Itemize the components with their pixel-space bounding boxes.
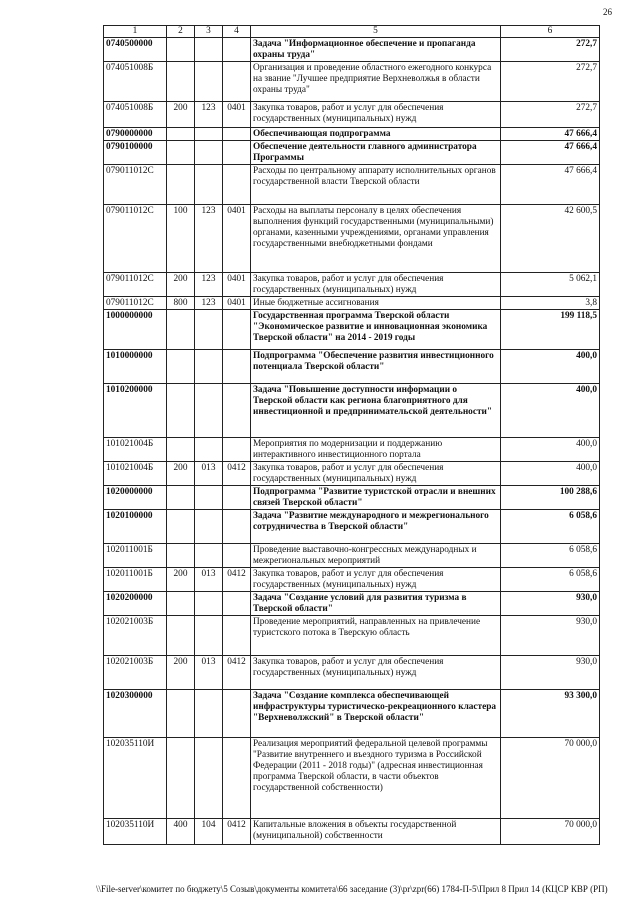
admin-code-cell: 123 bbox=[195, 273, 223, 297]
code-cell: 1010200000 bbox=[104, 384, 167, 438]
code-cell: 074051008Б bbox=[104, 62, 167, 102]
code-cell: 0740500000 bbox=[104, 38, 167, 62]
table-row bbox=[104, 616, 600, 656]
section-code-cell bbox=[223, 310, 251, 350]
admin-code-cell bbox=[195, 544, 223, 568]
table-row bbox=[104, 819, 600, 845]
code-cell: 102035110И bbox=[104, 738, 167, 819]
amount-cell: 930,0 bbox=[501, 616, 600, 656]
code-cell: 1020300000 bbox=[104, 690, 167, 738]
admin-code-cell bbox=[195, 141, 223, 165]
description-cell: Закупка товаров, работ и услуг для обеспечения государственных (муниципальных) нужд bbox=[251, 568, 501, 592]
code-cell: 102011001Б bbox=[104, 544, 167, 568]
amount-cell: 3,8 bbox=[501, 297, 600, 310]
table-row bbox=[104, 544, 600, 568]
section-code-cell: 0412 bbox=[223, 462, 251, 486]
admin-code-cell bbox=[195, 592, 223, 616]
expense-type-cell: 200 bbox=[167, 568, 195, 592]
section-code-cell bbox=[223, 384, 251, 438]
table-row bbox=[104, 438, 600, 462]
expense-type-cell bbox=[167, 165, 195, 205]
table-row bbox=[104, 273, 600, 297]
section-code-cell: 0401 bbox=[223, 205, 251, 273]
amount-cell: 42 600,5 bbox=[501, 205, 600, 273]
expense-type-cell: 800 bbox=[167, 297, 195, 310]
table-row bbox=[104, 568, 600, 592]
description-cell: Подпрограмма "Обеспечение развития инвестиционного потенциала Тверской области" bbox=[251, 350, 501, 384]
code-cell: 101021004Б bbox=[104, 438, 167, 462]
amount-cell: 100 288,6 bbox=[501, 486, 600, 510]
table-row bbox=[104, 38, 600, 62]
section-code-cell bbox=[223, 738, 251, 819]
description-cell: Закупка товаров, работ и услуг для обеспечения государственных (муниципальных) нужд bbox=[251, 273, 501, 297]
description-cell: Расходы по центральному аппарату исполнительных органов государственной власти Тверской области bbox=[251, 165, 501, 205]
amount-cell: 47 666,4 bbox=[501, 165, 600, 205]
admin-code-cell bbox=[195, 165, 223, 205]
admin-code-cell: 013 bbox=[195, 568, 223, 592]
table-row bbox=[104, 310, 600, 350]
code-cell: 101021004Б bbox=[104, 462, 167, 486]
amount-cell: 272,7 bbox=[501, 62, 600, 102]
code-cell: 102021003Б bbox=[104, 656, 167, 690]
code-cell: 079011012С bbox=[104, 205, 167, 273]
expense-type-cell bbox=[167, 384, 195, 438]
amount-cell: 5 062,1 bbox=[501, 273, 600, 297]
admin-code-cell bbox=[195, 616, 223, 656]
table-row bbox=[104, 384, 600, 438]
code-cell: 0790100000 bbox=[104, 141, 167, 165]
file-path-footer: \\File-server\комитет по бюджету\5 Созыв\документы комитета\66 заседание (3)\pr\zpr(66) 1784-П-5\Прил 8 Прил 14 (КЦСР КВР (РП) bbox=[96, 884, 608, 894]
expense-type-cell: 200 bbox=[167, 656, 195, 690]
table-row bbox=[104, 462, 600, 486]
description-cell: Задача "Создание условий для развития туризма в Тверской области" bbox=[251, 592, 501, 616]
admin-code-cell bbox=[195, 486, 223, 510]
amount-cell: 70 000,0 bbox=[501, 738, 600, 819]
description-cell: Капитальные вложения в объекты государственной (муниципальной) собственности bbox=[251, 819, 501, 845]
description-cell: Задача "Повышение доступности информации о Тверской области как региона благоприятного для инвестиционной и предпринимательской деятельности" bbox=[251, 384, 501, 438]
section-code-cell bbox=[223, 141, 251, 165]
table-row bbox=[104, 350, 600, 384]
description-cell: Задача "Информационное обеспечение и пропаганда охраны труда" bbox=[251, 38, 501, 62]
admin-code-cell: 123 bbox=[195, 297, 223, 310]
amount-cell: 199 118,5 bbox=[501, 310, 600, 350]
admin-code-cell: 013 bbox=[195, 656, 223, 690]
amount-cell: 400,0 bbox=[501, 462, 600, 486]
section-code-cell bbox=[223, 544, 251, 568]
table-row bbox=[104, 102, 600, 128]
amount-cell: 70 000,0 bbox=[501, 819, 600, 845]
code-cell: 1010000000 bbox=[104, 350, 167, 384]
code-cell: 1020200000 bbox=[104, 592, 167, 616]
description-cell: Реализация мероприятий федеральной целевой программы "Развитие внутреннего и въездного туризма в Российской Федерации (2011 - 2018 годы)" (адресная инвестиционная программа Тверской области, в части объектов государственной собственности) bbox=[251, 738, 501, 819]
amount-cell: 6 058,6 bbox=[501, 568, 600, 592]
table-row bbox=[104, 592, 600, 616]
expense-type-cell: 200 bbox=[167, 462, 195, 486]
code-cell: 102035110И bbox=[104, 819, 167, 845]
admin-code-cell bbox=[195, 438, 223, 462]
amount-cell: 400,0 bbox=[501, 384, 600, 438]
amount-cell: 6 058,6 bbox=[501, 544, 600, 568]
expense-type-cell bbox=[167, 616, 195, 656]
description-cell: Иные бюджетные ассигнования bbox=[251, 297, 501, 310]
column-header: 3 bbox=[195, 26, 223, 38]
section-code-cell bbox=[223, 38, 251, 62]
section-code-cell bbox=[223, 690, 251, 738]
section-code-cell bbox=[223, 438, 251, 462]
section-code-cell bbox=[223, 128, 251, 141]
table-row bbox=[104, 690, 600, 738]
admin-code-cell bbox=[195, 310, 223, 350]
amount-cell: 6 058,6 bbox=[501, 510, 600, 544]
table-body bbox=[104, 38, 600, 845]
section-code-cell bbox=[223, 510, 251, 544]
code-cell: 1020100000 bbox=[104, 510, 167, 544]
code-cell: 074051008Б bbox=[104, 102, 167, 128]
section-code-cell: 0412 bbox=[223, 568, 251, 592]
table-header-row bbox=[104, 26, 600, 38]
amount-cell: 930,0 bbox=[501, 592, 600, 616]
amount-cell: 272,7 bbox=[501, 38, 600, 62]
section-code-cell bbox=[223, 486, 251, 510]
code-cell: 1000000000 bbox=[104, 310, 167, 350]
description-cell: Обеспечивающая подпрограмма bbox=[251, 128, 501, 141]
description-cell: Закупка товаров, работ и услуг для обеспечения государственных (муниципальных) нужд bbox=[251, 656, 501, 690]
section-code-cell: 0412 bbox=[223, 656, 251, 690]
amount-cell: 47 666,4 bbox=[501, 128, 600, 141]
budget-table bbox=[103, 25, 600, 845]
expense-type-cell bbox=[167, 128, 195, 141]
description-cell: Мероприятия по модернизации и поддержанию интерактивного инвестиционного портала bbox=[251, 438, 501, 462]
admin-code-cell bbox=[195, 38, 223, 62]
expense-type-cell bbox=[167, 62, 195, 102]
table-row bbox=[104, 62, 600, 102]
description-cell: Обеспечение деятельности главного администратора Программы bbox=[251, 141, 501, 165]
table-row bbox=[104, 205, 600, 273]
expense-type-cell bbox=[167, 510, 195, 544]
description-cell: Организация и проведение областного ежегодного конкурса на звание "Лучшее предприятие Верхневолжья в области охраны труда" bbox=[251, 62, 501, 102]
expense-type-cell bbox=[167, 690, 195, 738]
amount-cell: 400,0 bbox=[501, 350, 600, 384]
column-header: 6 bbox=[501, 26, 600, 38]
table-row bbox=[104, 165, 600, 205]
expense-type-cell bbox=[167, 486, 195, 510]
admin-code-cell: 123 bbox=[195, 102, 223, 128]
table-row bbox=[104, 510, 600, 544]
admin-code-cell bbox=[195, 510, 223, 544]
admin-code-cell bbox=[195, 350, 223, 384]
expense-type-cell: 100 bbox=[167, 205, 195, 273]
section-code-cell bbox=[223, 165, 251, 205]
expense-type-cell bbox=[167, 544, 195, 568]
admin-code-cell bbox=[195, 738, 223, 819]
expense-type-cell bbox=[167, 310, 195, 350]
section-code-cell bbox=[223, 350, 251, 384]
code-cell: 079011012С bbox=[104, 165, 167, 205]
description-cell: Подпрограмма "Развитие туристской отрасли и внешних связей Тверской области" bbox=[251, 486, 501, 510]
page-number: 26 bbox=[603, 7, 612, 17]
description-cell: Проведение выставочно-конгрессных международных и межрегиональных мероприятий bbox=[251, 544, 501, 568]
expense-type-cell bbox=[167, 738, 195, 819]
description-cell: Задача "Создание комплекса обеспечивающей инфраструктуры туристическо-рекреационного кластера "Верхневолжский" в Тверской области" bbox=[251, 690, 501, 738]
code-cell: 079011012С bbox=[104, 297, 167, 310]
table-row bbox=[104, 141, 600, 165]
expense-type-cell bbox=[167, 438, 195, 462]
description-cell: Проведение мероприятий, направленных на привлечение туристского потока в Тверскую область bbox=[251, 616, 501, 656]
amount-cell: 930,0 bbox=[501, 656, 600, 690]
expense-type-cell bbox=[167, 38, 195, 62]
code-cell: 079011012С bbox=[104, 273, 167, 297]
column-header: 1 bbox=[104, 26, 167, 38]
amount-cell: 47 666,4 bbox=[501, 141, 600, 165]
expense-type-cell: 200 bbox=[167, 273, 195, 297]
description-cell: Закупка товаров, работ и услуг для обеспечения государственных (муниципальных) нужд bbox=[251, 462, 501, 486]
expense-type-cell: 200 bbox=[167, 102, 195, 128]
section-code-cell: 0412 bbox=[223, 819, 251, 845]
table-row bbox=[104, 297, 600, 310]
admin-code-cell bbox=[195, 690, 223, 738]
description-cell: Закупка товаров, работ и услуг для обеспечения государственных (муниципальных) нужд bbox=[251, 102, 501, 128]
amount-cell: 93 300,0 bbox=[501, 690, 600, 738]
table-row bbox=[104, 128, 600, 141]
table-row bbox=[104, 738, 600, 819]
code-cell: 102011001Б bbox=[104, 568, 167, 592]
section-code-cell bbox=[223, 592, 251, 616]
description-cell: Государственная программа Тверской области "Экономическое развитие и инновационная экономика Тверской области" на 2014 - 2019 годы bbox=[251, 310, 501, 350]
column-header: 2 bbox=[167, 26, 195, 38]
admin-code-cell bbox=[195, 62, 223, 102]
code-cell: 0790000000 bbox=[104, 128, 167, 141]
expense-type-cell: 400 bbox=[167, 819, 195, 845]
description-cell: Расходы на выплаты персоналу в целях обеспечения выполнения функций государственными (муниципальными) органами, казенными учреждениями, органами управления государственными внебюджетными фондами bbox=[251, 205, 501, 273]
column-header: 5 bbox=[251, 26, 501, 38]
description-cell: Задача "Развитие международного и межрегионального сотрудничества в Тверской области" bbox=[251, 510, 501, 544]
expense-type-cell bbox=[167, 350, 195, 384]
admin-code-cell bbox=[195, 384, 223, 438]
table-row bbox=[104, 486, 600, 510]
admin-code-cell: 104 bbox=[195, 819, 223, 845]
section-code-cell: 0401 bbox=[223, 273, 251, 297]
column-header: 4 bbox=[223, 26, 251, 38]
admin-code-cell: 123 bbox=[195, 205, 223, 273]
section-code-cell: 0401 bbox=[223, 102, 251, 128]
admin-code-cell: 013 bbox=[195, 462, 223, 486]
expense-type-cell bbox=[167, 141, 195, 165]
code-cell: 1020000000 bbox=[104, 486, 167, 510]
amount-cell: 272,7 bbox=[501, 102, 600, 128]
amount-cell: 400,0 bbox=[501, 438, 600, 462]
section-code-cell bbox=[223, 62, 251, 102]
section-code-cell bbox=[223, 616, 251, 656]
admin-code-cell bbox=[195, 128, 223, 141]
expense-type-cell bbox=[167, 592, 195, 616]
table-row bbox=[104, 656, 600, 690]
section-code-cell: 0401 bbox=[223, 297, 251, 310]
code-cell: 102021003Б bbox=[104, 616, 167, 656]
